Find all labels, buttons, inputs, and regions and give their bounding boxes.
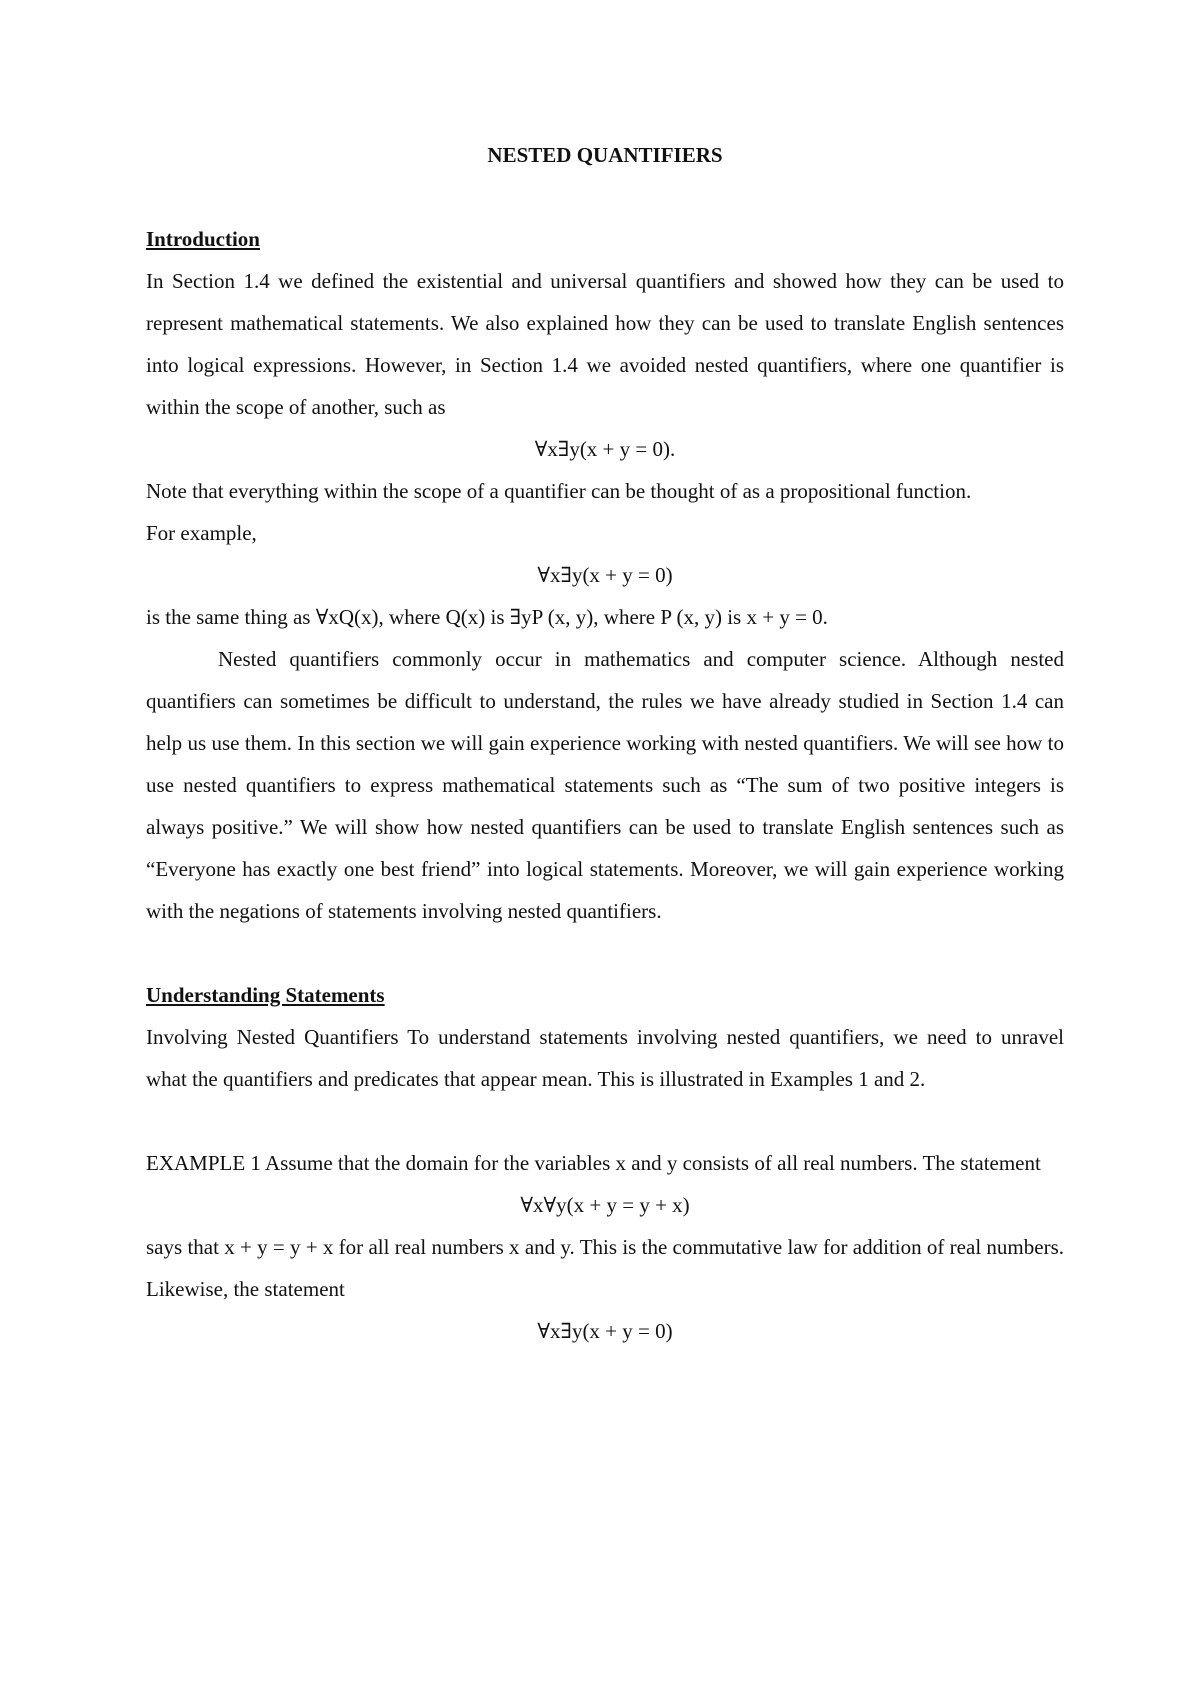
spacer — [146, 1100, 1064, 1142]
example-1-paragraph: EXAMPLE 1 Assume that the domain for the variables x and y consists of all real numbers. The statement — [146, 1151, 1041, 1175]
spacer — [146, 932, 1064, 974]
formula-1: ∀x∃y(x + y = 0). — [534, 437, 676, 461]
intro-paragraph-1: In Section 1.4 we defined the existential and universal quantifiers and showed how they can be used to represent mathematical statements. We also explained how they can be used to translate English sentences into logical expressions. However, in Section 1.4 we avoided nested quantifiers, where one quantifier is within the scope of another, such as — [146, 269, 1064, 419]
formula-4: ∀x∃y(x + y = 0) — [537, 1319, 673, 1343]
intro-paragraph-3: For example, — [146, 521, 257, 545]
document-body — [146, 134, 1064, 1352]
intro-paragraph-4: is the same thing as ∀xQ(x), where Q(x) is ∃yP (x, y), where P (x, y) is x + y = 0. — [146, 605, 828, 629]
understanding-paragraph-2: says that x + y = y + x for all real numbers x and y. This is the commutative law for addition of real numbers. Likewise, the statement — [146, 1235, 1064, 1301]
formula-3: ∀x∀y(x + y = y + x) — [520, 1193, 690, 1217]
formula-2: ∀x∃y(x + y = 0) — [537, 563, 673, 587]
understanding-paragraph-1: Involving Nested Quantifiers To understand statements involving nested quantifiers, we need to unravel what the quantifiers and predicates that appear mean. This is illustrated in Examples 1 and 2. — [146, 1025, 1064, 1091]
section-heading-understanding: Understanding Statements — [146, 983, 385, 1007]
intro-paragraph-5: Nested quantifiers commonly occur in mathematics and computer science. Although nested quantifiers can sometimes be difficult to understand, the rules we have already studied in Section 1.4 can help us use them. In this section we will gain experience working with nested quantifiers. We will see how to use nested quantifiers to express mathematical statements such as “The sum of two positive integers is always positive.” We will show how nested quantifiers can be used to translate English sentences such as “Everyone has exactly one best friend” into logical statements. Moreover, we will gain experience working with the negations of statements involving nested quantifiers. — [146, 647, 1064, 923]
spacer — [146, 176, 1064, 218]
intro-paragraph-2: Note that everything within the scope of a quantifier can be thought of as a propositional function. — [146, 479, 972, 503]
section-heading-introduction: Introduction — [146, 227, 260, 251]
document-title: NESTED QUANTIFIERS — [487, 143, 723, 167]
